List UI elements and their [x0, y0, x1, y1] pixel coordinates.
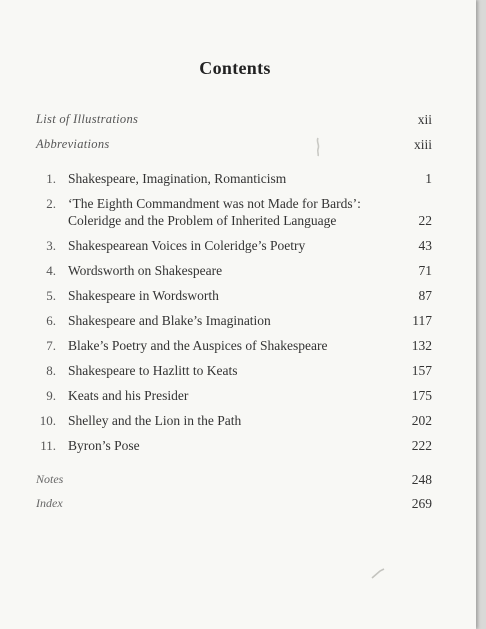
- chapter-page: 1: [425, 171, 432, 186]
- chapter-title: Shakespearean Voices in Coleridge’s Poetry: [68, 238, 306, 253]
- chapter-page: 132: [411, 338, 432, 353]
- chapter-number: 1.: [46, 171, 56, 186]
- toc-entry-page: xii: [417, 112, 432, 127]
- chapter-number: 8.: [46, 363, 56, 378]
- chapter-title: Shelley and the Lion in the Path: [68, 413, 242, 428]
- chapter-page: 117: [412, 313, 432, 328]
- chapter-page: 71: [418, 263, 432, 278]
- chapter-title-line-1: ‘The Eighth Commandment was not Made for Bards’:: [68, 196, 361, 211]
- chapter-number: 7.: [46, 338, 56, 353]
- chapter-number: 4.: [46, 263, 56, 278]
- chapter-title: Shakespeare to Hazlitt to Keats: [68, 363, 238, 378]
- chapter-title: Shakespeare and Blake’s Imagination: [68, 313, 271, 328]
- page-title: Contents: [199, 58, 271, 78]
- toc-entry-page: 269: [411, 496, 432, 511]
- chapter-number: 11.: [40, 438, 56, 453]
- toc-entry-page: xiii: [413, 137, 432, 152]
- toc-entry-label: Index: [36, 496, 63, 510]
- chapter-page: 22: [418, 213, 432, 228]
- chapter-page: 87: [418, 288, 432, 303]
- chapter-number: 6.: [46, 313, 56, 328]
- chapter-title-line-2: Coleridge and the Problem of Inherited Language: [68, 213, 337, 228]
- chapter-title: Wordsworth on Shakespeare: [68, 263, 223, 278]
- chapter-page: 175: [411, 388, 432, 403]
- chapter-title: Keats and his Presider: [68, 388, 189, 403]
- chapter-number: 5.: [46, 288, 56, 303]
- toc-entry-label: List of Illustrations: [36, 112, 139, 126]
- toc-chapter-2: [36, 195, 432, 229]
- chapter-number: 3.: [46, 238, 56, 253]
- chapter-title: Byron’s Pose: [68, 438, 140, 453]
- chapter-title: Blake’s Poetry and the Auspices of Shakespeare: [68, 338, 328, 353]
- chapter-page: 202: [411, 413, 432, 428]
- chapter-number: 2.: [46, 196, 56, 211]
- paper-smudge-mark: [370, 566, 386, 580]
- chapter-page: 157: [411, 363, 432, 378]
- toc-entry-label: Abbreviations: [36, 137, 110, 151]
- chapter-page: 222: [411, 438, 432, 453]
- toc-entry-label: Notes: [36, 472, 64, 486]
- chapter-title: Shakespeare, Imagination, Romanticism: [68, 171, 287, 186]
- toc-entry-page: 248: [411, 472, 432, 487]
- chapter-page: 43: [418, 238, 432, 253]
- chapter-title: Shakespeare in Wordsworth: [68, 288, 219, 303]
- chapter-number: 9.: [46, 388, 56, 403]
- paper-smudge-mark: [312, 136, 324, 158]
- chapter-number: 10.: [39, 413, 56, 428]
